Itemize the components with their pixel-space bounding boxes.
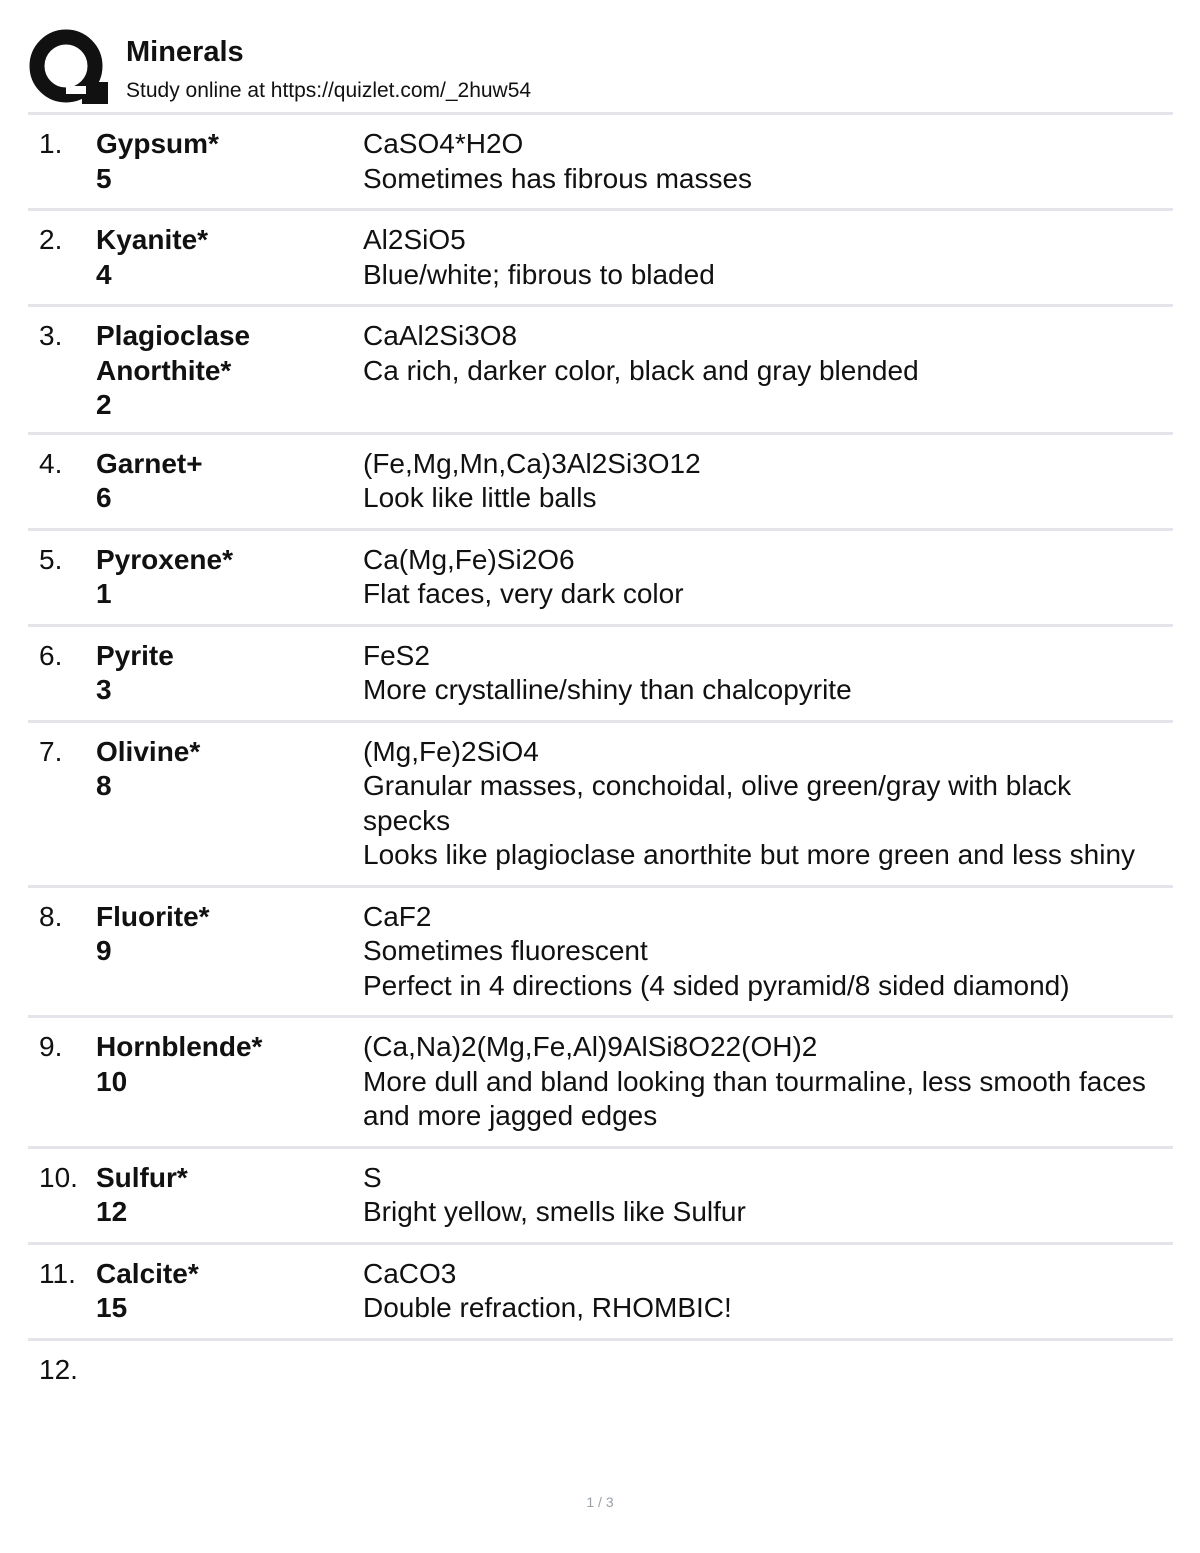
term-line: 1 (96, 578, 112, 609)
term-line: Anorthite* (96, 354, 232, 386)
definition-line: Al2SiO5 (363, 224, 466, 255)
card-term (96, 1030, 356, 1099)
page-number: 1 / 3 (586, 1494, 614, 1510)
set-title: Minerals (126, 36, 244, 68)
term-line: 15 (96, 1292, 128, 1323)
card-definition (363, 1161, 1163, 1230)
definition-line: CaSO4*H2O (363, 128, 524, 159)
card-number: 10. (39, 1161, 78, 1193)
definition-line: Looks like plagioclase anorthite but more green and less shiny (363, 839, 1136, 870)
definition-line: Look like little balls (363, 482, 597, 513)
flashcard-row (28, 208, 1173, 304)
definition-line: CaAl2Si3O8 (363, 320, 518, 351)
card-number: 12. (39, 1353, 78, 1385)
definition-line: CaCO3 (363, 1257, 457, 1289)
card-number: 5. (39, 543, 63, 575)
term-line: 12 (96, 1196, 128, 1227)
definition-line: Sometimes fluorescent (363, 935, 648, 966)
definition-line: Sometimes has fibrous masses (363, 162, 753, 194)
definition-line: (Fe,Mg,Mn,Ca)3Al2Si3O12 (363, 447, 701, 479)
flashcard-row (28, 1242, 1173, 1338)
card-number: 3. (39, 320, 63, 351)
definition-line: Blue/white; fibrous to bladed (363, 258, 715, 290)
card-definition (363, 1257, 1163, 1326)
definition-line: Ca rich, darker color, black and gray blended (363, 354, 919, 386)
card-number: 9. (39, 1031, 63, 1062)
flashcard-row (28, 432, 1173, 528)
definition-line: Double refraction, RHOMBIC! (363, 1292, 732, 1323)
definition-line: More dull and bland looking than tourmaline, less smooth faces and more jagged edges (363, 1065, 1146, 1131)
term-line: 5 (96, 162, 112, 194)
flashcard-row (28, 528, 1173, 624)
card-term (96, 127, 356, 196)
definition-line: FeS2 (363, 639, 430, 671)
card-definition (363, 127, 1163, 196)
term-line: Sulfur* (96, 1161, 188, 1193)
term-line: Pyroxene* (96, 543, 233, 575)
definition-line: S (363, 1161, 382, 1193)
term-line: Pyrite (96, 639, 174, 671)
flashcard-row (28, 1146, 1173, 1242)
term-line: 8 (96, 770, 112, 801)
card-definition (363, 319, 1163, 388)
card-number: 11. (39, 1257, 76, 1289)
definition-line: Ca(Mg,Fe)Si2O6 (363, 543, 575, 575)
definition-line: Perfect in 4 directions (4 sided pyramid/8 sided diamond) (363, 969, 1070, 1001)
term-line: Plagioclase (96, 320, 251, 351)
term-line: Garnet+ (96, 447, 203, 479)
term-line: 4 (96, 258, 112, 290)
definition-line: Granular masses, conchoidal, olive green/gray with black specks (363, 770, 1072, 836)
card-number: 2. (39, 224, 63, 255)
card-term (96, 735, 356, 804)
flashcard-row (28, 1015, 1173, 1146)
flashcard-row (28, 720, 1173, 885)
page-header (28, 28, 1178, 112)
card-definition (363, 1030, 1163, 1134)
term-line: 2 (96, 389, 112, 420)
definition-line: Flat faces, very dark color (363, 578, 684, 609)
definition-line: (Ca,Na)2(Mg,Fe,Al)9AlSi8O22(OH)2 (363, 1031, 818, 1062)
card-definition (363, 223, 1163, 292)
card-term (96, 900, 356, 969)
definition-line: (Mg,Fe)2SiO4 (363, 735, 539, 767)
term-line: 10 (96, 1065, 128, 1097)
card-definition (363, 735, 1163, 873)
term-line: Kyanite* (96, 224, 209, 255)
flashcard-list (28, 112, 1173, 1396)
card-term (96, 223, 356, 292)
card-definition (363, 900, 1163, 1004)
card-term (96, 543, 356, 612)
card-term (96, 447, 356, 516)
term-line: 3 (96, 674, 112, 705)
term-line: Hornblende* (96, 1031, 263, 1062)
card-term (96, 1161, 356, 1230)
term-line: 6 (96, 482, 112, 513)
term-line: Fluorite* (96, 900, 210, 932)
flashcard-row (28, 624, 1173, 720)
card-definition (363, 639, 1163, 708)
term-line: 9 (96, 935, 112, 966)
flashcard-row (28, 304, 1173, 432)
definition-line: More crystalline/shiny than chalcopyrite (363, 674, 852, 705)
card-term (96, 319, 356, 423)
card-term (96, 1257, 356, 1326)
term-line: Olivine* (96, 735, 201, 767)
quizlet-q-logo-icon (28, 28, 108, 108)
flashcard-row (28, 112, 1173, 208)
flashcard-row (28, 885, 1173, 1016)
card-number: 4. (39, 447, 63, 479)
card-number: 7. (39, 735, 63, 767)
card-definition (363, 543, 1163, 612)
study-online-link[interactable]: Study online at https://quizlet.com/_2huw54 (126, 79, 532, 102)
card-number: 8. (39, 900, 63, 932)
card-term (96, 639, 356, 708)
term-line: Calcite* (96, 1257, 199, 1289)
definition-line: Bright yellow, smells like Sulfur (363, 1196, 746, 1227)
card-number: 6. (39, 639, 63, 671)
definition-line: CaF2 (363, 900, 432, 932)
flashcard-row (28, 1338, 1173, 1397)
card-number: 1. (39, 128, 63, 159)
term-line: Gypsum* (96, 128, 219, 159)
card-definition (363, 447, 1163, 516)
